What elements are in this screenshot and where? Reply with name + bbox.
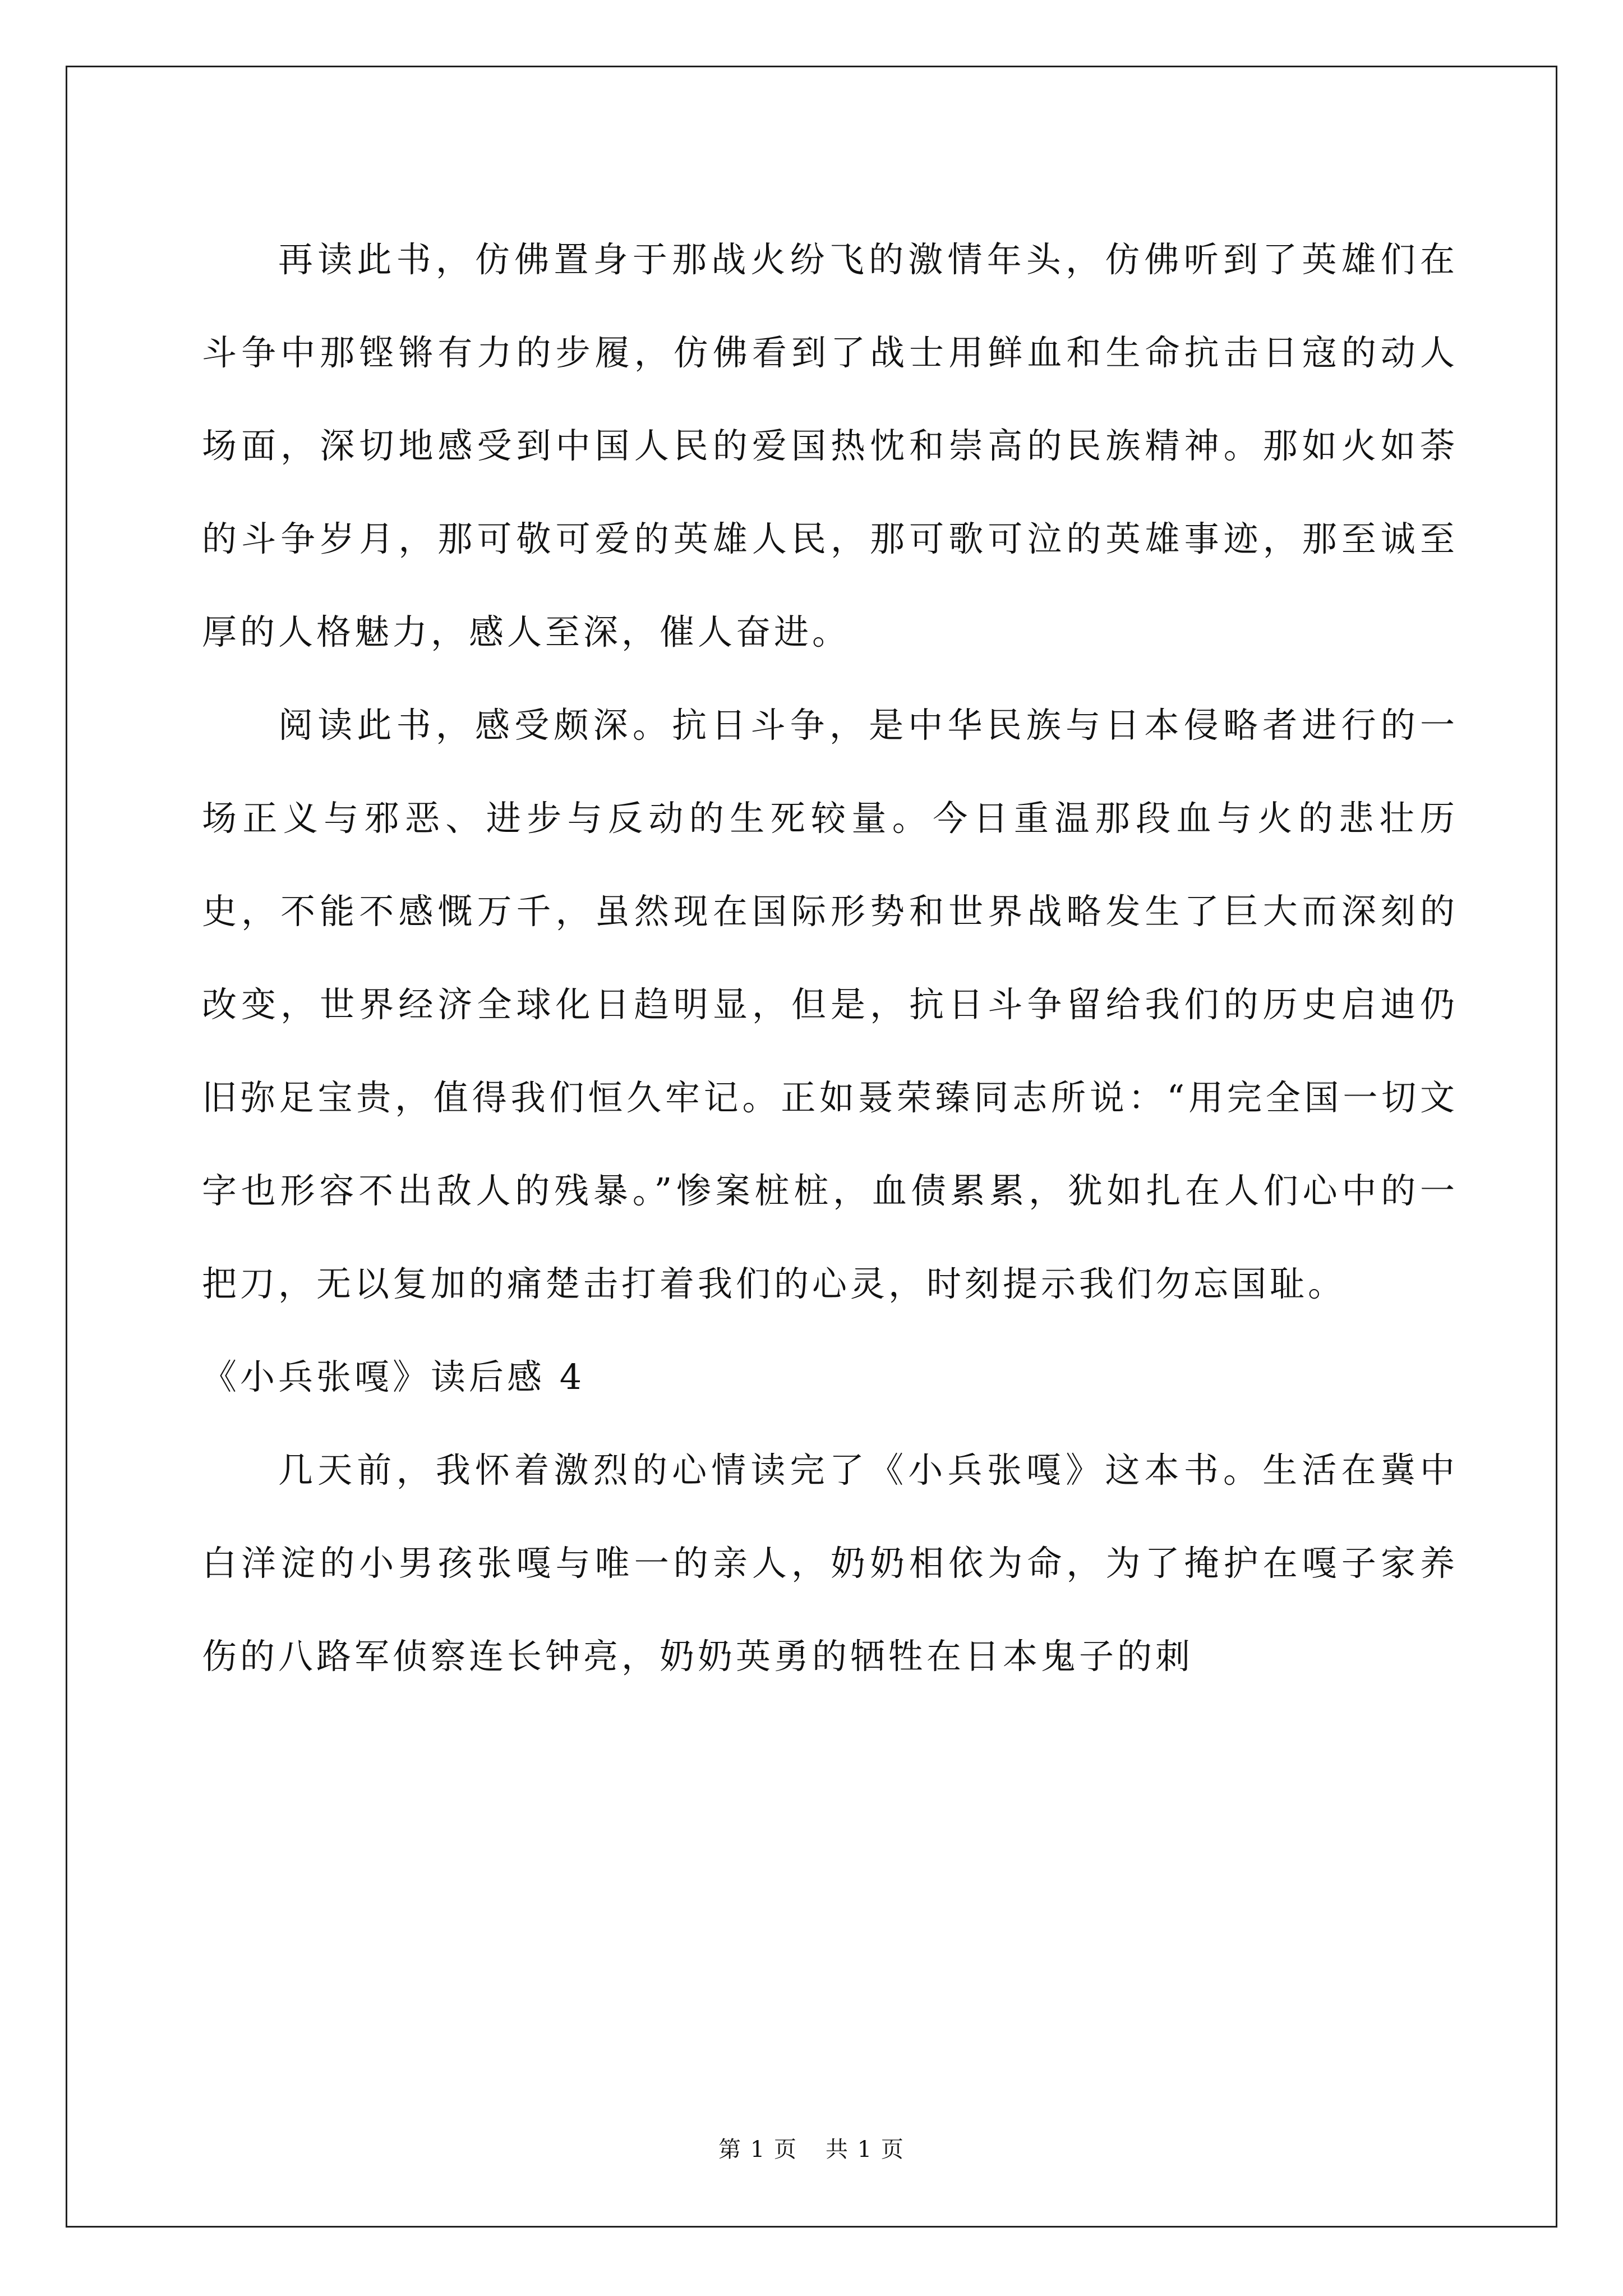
paragraph: 再读此书，仿佛置身于那战火纷飞的激情年头，仿佛听到了英雄们在斗争中那铿锵有力的步履，仿佛看到了战士用鲜血和生命抗击日寇的动人场面，深切地感受到中国人民的爱国热忱和崇高的民族精神。那如火如荼的斗争岁月，那可敬可爱的英雄人民，那可歌可泣的英雄事迹，那至诚至厚的人格魅力，感人至深，催人奋进。: [202, 239, 1458, 652]
page-number-current: 第 1 页: [718, 2137, 797, 2162]
document-body: [202, 213, 1458, 1703]
page-footer: [0, 2132, 1623, 2164]
paragraph: 几天前，我怀着激烈的心情读完了《小兵张嘎》这本书。生活在冀中白洋淀的小男孩张嘎与唯一的亲人，奶奶相依为命，为了掩护在嘎子家养伤的八路军侦察连长钟亮，奶奶英勇的牺牲在日本鬼子的刺: [202, 1450, 1458, 1677]
page-number-total: 共 1 页: [826, 2137, 905, 2162]
paragraph: 阅读此书，感受颇深。抗日斗争，是中华民族与日本侵略者进行的一场正义与邪恶、进步与反动的生死较量。今日重温那段血与火的悲壮历史，不能不感慨万千，虽然现在国际形势和世界战略发生了巨大而深刻的改变，世界经济全球化日趋明显，但是，抗日斗争留给我们的历史启迪仍旧弥足宝贵，值得我们恒久牢记。正如聂荣臻同志所说：“用完全国一切文字也形容不出敌人的残暴。”惨案桩桩，血债累累，犹如扎在人们心中的一把刀，无以复加的痛楚击打着我们的心灵，时刻提示我们勿忘国耻。: [202, 705, 1458, 1304]
section-heading: 《小兵张嘎》读后感 4: [202, 1356, 585, 1397]
